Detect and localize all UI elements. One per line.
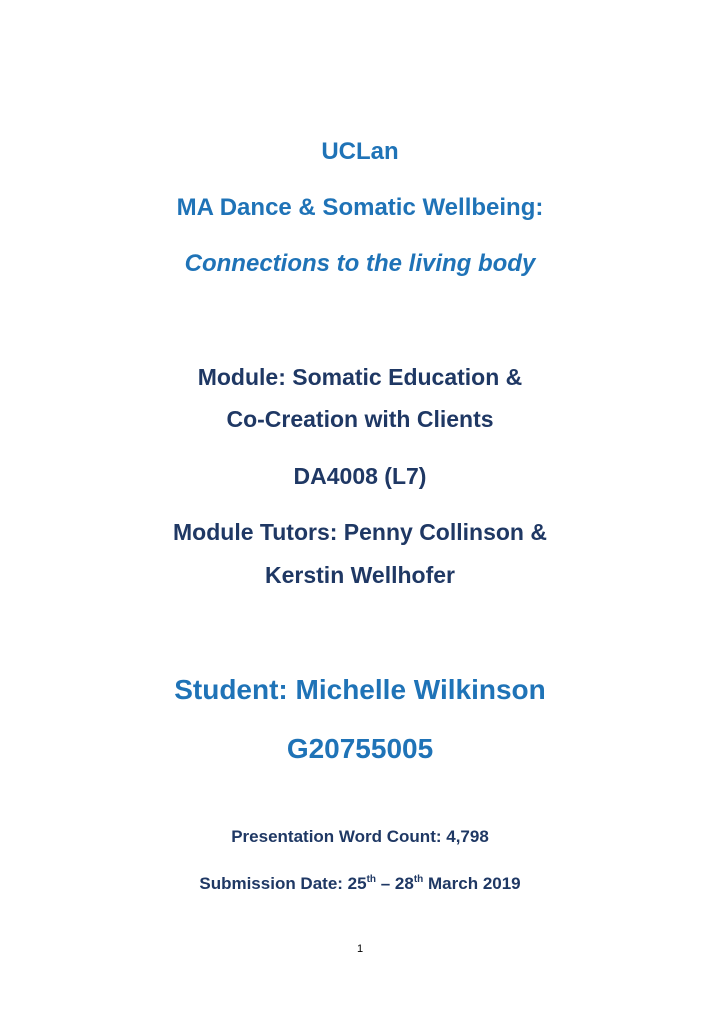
word-count: Presentation Word Count: 4,798 bbox=[231, 827, 489, 846]
submission-date-start: Submission Date: 25 bbox=[199, 874, 367, 893]
module-tutors-line-1: Module Tutors: Penny Collinson & bbox=[173, 519, 547, 545]
institution-name: UCLan bbox=[321, 138, 399, 165]
date-ordinal-suffix-1: th bbox=[366, 874, 377, 885]
student-id: G20755005 bbox=[286, 733, 434, 764]
module-name-line-2: Co-Creation with Clients bbox=[226, 406, 494, 432]
submission-date bbox=[0, 875, 720, 892]
programme-subtitle: Connections to the living body bbox=[184, 250, 536, 277]
submission-date-end: March 2019 bbox=[423, 874, 521, 893]
module-name-line-1: Module: Somatic Education & bbox=[197, 364, 523, 390]
student-name: Student: Michelle Wilkinson bbox=[174, 674, 546, 705]
module-code: DA4008 (L7) bbox=[293, 463, 427, 489]
submission-date-dash: – 28 bbox=[376, 874, 414, 893]
programme-title: MA Dance & Somatic Wellbeing: bbox=[176, 194, 544, 221]
page-number: 1 bbox=[356, 943, 364, 955]
date-ordinal-suffix-2: th bbox=[413, 874, 424, 885]
module-tutors-line-2: Kerstin Wellhofer bbox=[265, 562, 455, 588]
